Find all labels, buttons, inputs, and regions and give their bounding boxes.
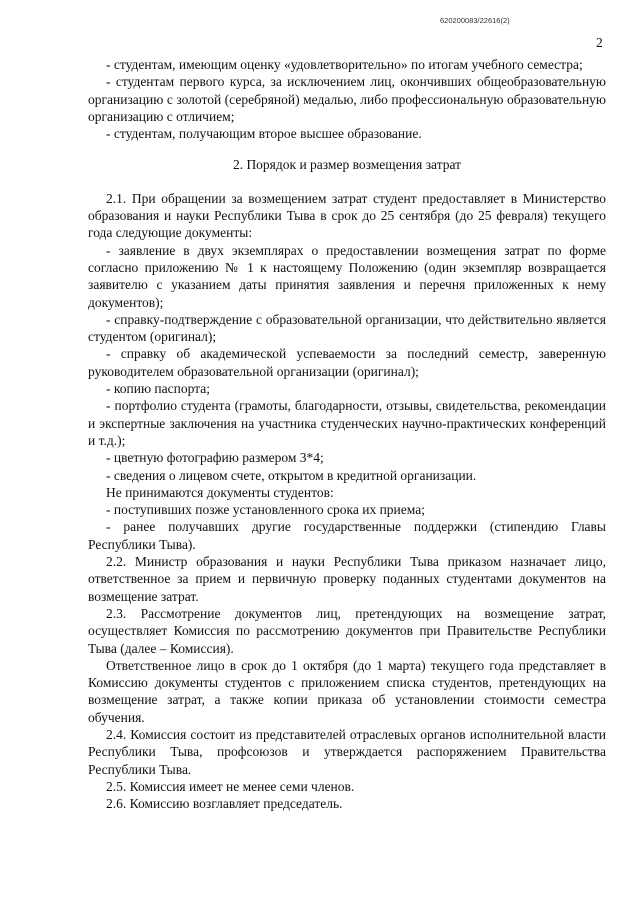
list-item: - сведения о лицевом счете, открытом в кредитной организации. (106, 467, 477, 483)
bullet-item: - студентам, имеющим оценку «удовлетворительно» по итогам учебного семестра; (106, 57, 583, 72)
list-item: - справку-подтверждение с образовательной организации, что действительно является студентом (оригинал); (88, 311, 606, 345)
bullet-item: - студентам первого курса, за исключением лиц, окончивших общеобразовательную организацию с золотой (серебряной) медалью, либо профессиональную образовательную организацию с отличием; (88, 74, 606, 124)
paragraph: 2.4. Комиссия состоит из представителей отраслевых органов исполнительной власти Республики Тыва, профсоюзов и утверждается распоряжением Правительства Республики Тыва. (88, 726, 606, 777)
list-item: - заявление в двух экземплярах о предоставлении возмещения затрат по форме согласно приложению № 1 к настоящему Положению (один экземпляр возвращается заявителю с указанием даты принятия заявления и перечня приложенных к нему документов); (88, 242, 606, 310)
page-number: 2 (596, 35, 603, 50)
list-item: - копию паспорта; (106, 381, 210, 397)
list-item: - поступивших позже установленного срока их приема; (106, 502, 425, 518)
paragraph: 2.5. Комиссия имеет не менее семи членов. (106, 778, 355, 794)
paragraph: Ответственное лицо в срок до 1 октября (до 1 марта) текущего года представляет в Комиссию документы студентов с приложением списка студентов, претендующих на возмещение затрат, а также копии приказа об установлении стоимости семестра обучения. (88, 657, 606, 725)
paragraph: 2.2. Министр образования и науки Республики Тыва приказом назначает лицо, ответственное за прием и первичную проверку поданных студентами документов на возмещение затрат. (88, 554, 606, 604)
list-item: - справку об академической успеваемости за последний семестр, заверенную руководителем образовательной организации (оригинал); (88, 346, 606, 379)
section-title: 2. Порядок и размер возмещения затрат (232, 157, 462, 173)
document-id: 620200083/22616(2) (440, 16, 510, 25)
list-item: - цветную фотографию размером 3*4; (106, 450, 324, 466)
paragraph: 2.1. При обращении за возмещением затрат студент предоставляет в Министерство образования и науки Республики Тыва в срок до 25 сентября (до 25 февраля) текущего года следующие документы: (88, 190, 606, 241)
paragraph: 2.6. Комиссию возглавляет председатель. (106, 796, 343, 812)
list-item: - портфолио студента (грамоты, благодарности, отзывы, свидетельства, рекомендации и экспертные заключения на участника студенческих научно-практических конференций и т.д.); (88, 398, 606, 448)
document-body (88, 56, 606, 812)
paragraph: Не принимаются документы студентов: (106, 484, 334, 500)
bullet-item: - студентам, получающим второе высшее образование. (106, 126, 422, 142)
paragraph: 2.3. Рассмотрение документов лиц, претендующих на возмещение затрат, осуществляет Комиссия по рассмотрению документов при Правительстве Республики Тыва (далее – Комиссия). (88, 605, 606, 656)
list-item: - ранее получавших другие государственные поддержки (стипендию Главы Республики Тыва). (88, 519, 606, 552)
